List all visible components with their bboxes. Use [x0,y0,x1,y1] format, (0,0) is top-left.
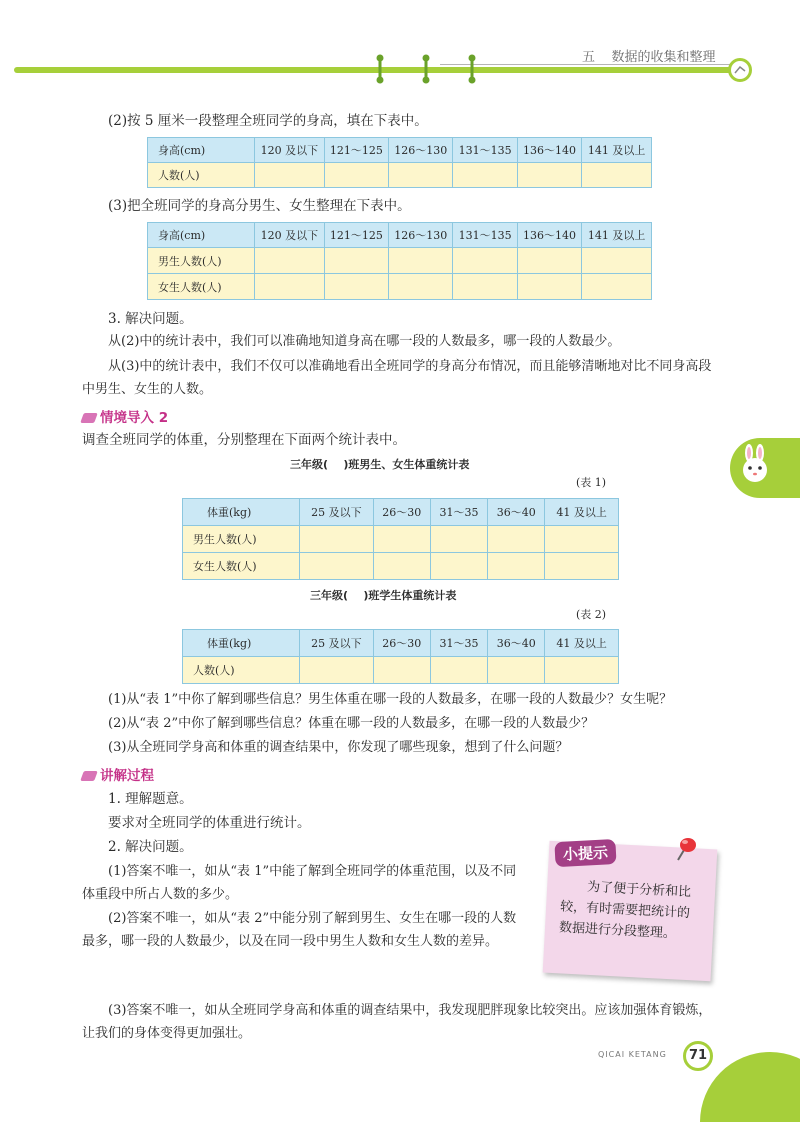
footer-green-shape [700,1052,800,1122]
table-cell [430,657,487,684]
paragraph: (3)把全班同学的身高分男生、女生整理在下表中。 [108,198,411,214]
table-header-cell: 身高(cm) [148,138,255,163]
table-header-cell: 141 及以上 [582,138,652,163]
table-title: 三年级( )班男生、女生体重统计表 [290,458,470,471]
table-header-cell: 120 及以下 [255,223,325,248]
table-row-label: 女生人数(人) [183,553,300,580]
weight-table [182,629,619,684]
table-cell [255,274,325,300]
table-cell [517,274,581,300]
table-header-cell: 体重(kg) [183,630,300,657]
table-note: (表 2) [576,608,607,621]
table-cell [300,526,374,553]
paragraph: 从(3)中的统计表中，我们不仅可以准确地看出全班同学的身高分布情况，而且能够清晰地对比不同身高段中男生、女生的人数。 [82,359,712,397]
table-cell [373,657,430,684]
table-header-cell: 36～40 [488,630,545,657]
tip-text: 为了便于分析和比较，有时需要把统计的数据进行分段整理。 [558,879,692,942]
table-header-cell: 身高(cm) [148,223,255,248]
table-header-cell: 131～135 [453,138,517,163]
table-header-cell: 141 及以上 [582,223,652,248]
table-cell [453,248,517,274]
table-header-cell: 136～140 [517,138,581,163]
table-cell [324,248,388,274]
table-header-cell: 131～135 [453,223,517,248]
table-header-cell: 25 及以下 [300,630,374,657]
paragraph: 要求对全班同学的体重进行统计。 [108,815,311,831]
section-heading [82,406,168,426]
table-header-cell: 36～40 [488,499,545,526]
table-cell [324,163,388,188]
table-header-cell: 体重(kg) [183,499,300,526]
table-cell [430,553,487,580]
table-cell [545,657,619,684]
paragraph: 1. 理解题意。 [108,791,193,807]
weight-gender-table [182,498,619,580]
answer: (3)答案不唯一，如从全班同学身高和体重的调查结果中，我发现肥胖现象比较突出。应该加强体育锻炼，让我们的身体变得更加强壮。 [82,1003,712,1041]
table-row-label: 人数(人) [148,163,255,188]
footer-brand: QICAI KETANG [598,1050,667,1059]
chapter-number: 五 [582,50,596,65]
table-cell [324,274,388,300]
table-cell [545,526,619,553]
table-cell [389,163,453,188]
table-cell [389,274,453,300]
table-cell [389,248,453,274]
table-header-cell: 126～130 [389,223,453,248]
table-header-cell: 41 及以上 [545,499,619,526]
section-heading [82,764,154,784]
table-header-cell: 136～140 [517,223,581,248]
page-number: 71 [688,1048,708,1063]
table-cell [300,553,374,580]
table-row-label: 男生人数(人) [183,526,300,553]
chapter-title: 数据的收集和整理 [611,50,716,65]
paragraph: 从(2)中的统计表中，我们可以准确地知道身高在哪一段的人数最多，哪一段的人数最少。 [108,334,621,349]
pushpin-icon [668,832,698,866]
table-cell [453,274,517,300]
table-cell [373,526,430,553]
height-table [147,137,652,188]
binder-ring-icon [468,54,476,84]
table-cell [488,553,545,580]
table-cell [488,526,545,553]
table-cell [517,248,581,274]
table-header-cell: 26～30 [373,630,430,657]
table-row-label: 人数(人) [183,657,300,684]
binder-ring-icon [376,54,384,84]
pencil-icon [80,771,98,781]
table-row-label: 男生人数(人) [148,248,255,274]
tip-title: 小提示 [554,839,616,867]
page-number-badge [683,1041,713,1071]
table-cell [545,553,619,580]
paragraph: (2)按 5 厘米一段整理全班同学的身高，填在下表中。 [108,113,428,129]
table-header-cell: 25 及以下 [300,499,374,526]
header-circle-icon [728,58,752,82]
table-header-cell: 126～130 [389,138,453,163]
table-cell [373,553,430,580]
table-header-cell: 41 及以上 [545,630,619,657]
question: (3)从全班同学身高和体重的调查结果中，你发现了哪些现象，想到了什么问题？ [108,740,569,755]
pencil-icon [80,413,98,423]
binder-ring-icon [422,54,430,84]
table-note: (表 1) [576,476,607,489]
table-cell [255,248,325,274]
table-header-cell: 121～125 [324,223,388,248]
height-gender-table [147,222,652,300]
question: (1)从“表 1”中你了解到哪些信息？男生体重在哪一段的人数最多，在哪一段的人数最少？女生呢？ [108,692,673,707]
table-header-cell: 121～125 [324,138,388,163]
table-cell [255,163,325,188]
table-cell [517,163,581,188]
table-cell [488,657,545,684]
chapter-label [582,46,716,65]
table-cell [582,163,652,188]
table-cell [582,274,652,300]
section-title: 讲解过程 [100,768,154,784]
answer: (2)答案不唯一，如从“表 2”中能分别了解到男生、女生在哪一段的人数最多，哪一段的人数最少，以及在同一段中男生人数和女生人数的差异。 [82,911,517,949]
table-header-cell: 120 及以下 [255,138,325,163]
question: (2)从“表 2”中你了解到哪些信息？体重在哪一段的人数最多，在哪一段的人数最少？ [108,716,595,731]
table-header-cell: 31～35 [430,630,487,657]
table-header-cell: 31～35 [430,499,487,526]
table-cell [430,526,487,553]
paragraph: 3. 解决问题。 [108,311,193,327]
table-header-cell: 26～30 [373,499,430,526]
paragraph: 调查全班同学的体重，分别整理在下面两个统计表中。 [82,432,406,448]
table-row-label: 女生人数(人) [148,274,255,300]
table-title: 三年级( )班学生体重统计表 [310,589,457,602]
rabbit-icon [738,444,772,484]
table-cell [582,248,652,274]
answer: (1)答案不唯一，如从“表 1”中能了解到全班同学的体重范围，以及不同体重段中所占人数的多少。 [82,864,517,902]
table-cell [300,657,374,684]
table-cell [453,163,517,188]
section-title: 情境导入 2 [100,410,169,426]
paragraph: 2. 解决问题。 [108,839,193,855]
